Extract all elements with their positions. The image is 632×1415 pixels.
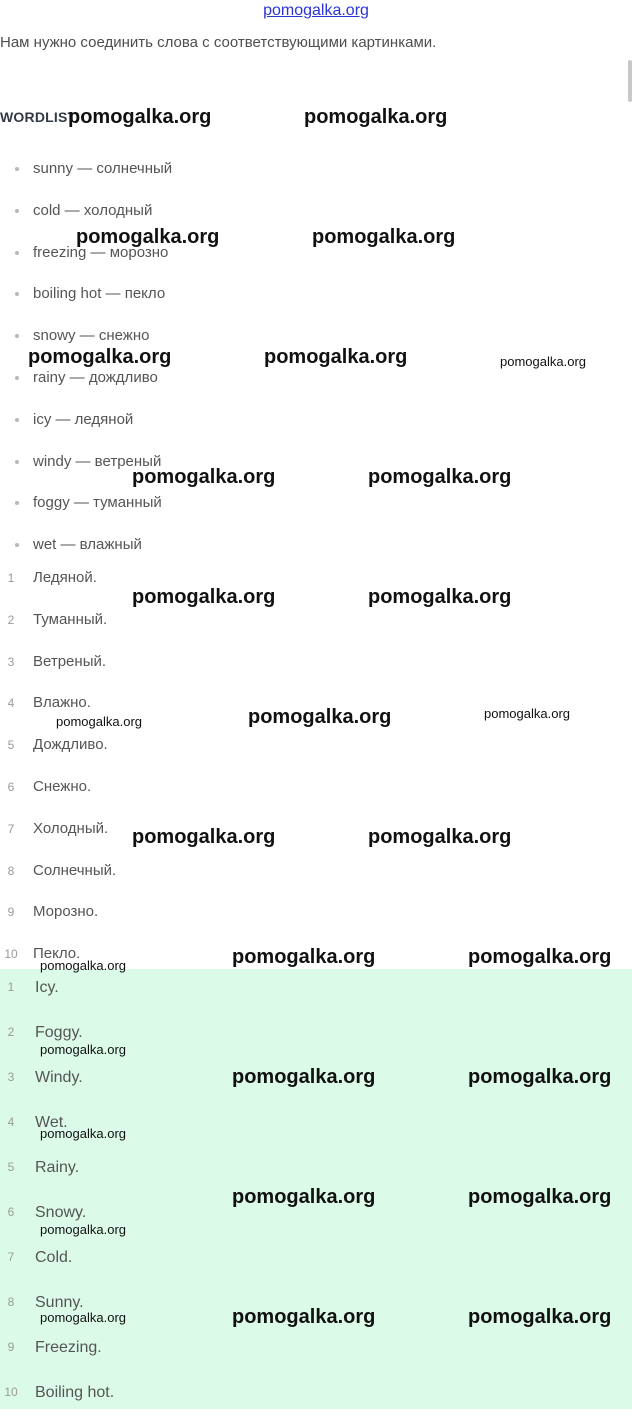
bullet-icon (15, 543, 19, 547)
answer-number: 7 (7, 1250, 15, 1264)
bullet-icon (15, 376, 19, 380)
scrollbar[interactable] (628, 60, 632, 102)
answer-text: Влажно. (33, 694, 91, 712)
answer-text: Boiling hot. (35, 1384, 115, 1401)
answer-text: Snowy. (35, 1204, 87, 1221)
watermark: pomogalka.org (468, 946, 612, 968)
watermark: pomogalka.org (76, 226, 220, 248)
answer-number: 1 (7, 571, 15, 585)
word-pair: wet — влажный (33, 536, 142, 554)
watermark: pomogalka.org (484, 706, 570, 721)
answer-number: 8 (7, 1295, 15, 1309)
answer-text: Sunny. (35, 1294, 84, 1311)
answer-text: Морозно. (33, 903, 99, 921)
list-item (0, 273, 172, 315)
watermark: pomogalka.org (132, 826, 276, 848)
watermark: pomogalka.org (368, 586, 512, 608)
bullet-icon (15, 334, 19, 338)
answer-text: Пекло. (33, 945, 81, 963)
word-pair: foggy — туманный (33, 494, 162, 512)
answer-number: 1 (7, 980, 15, 994)
answer-number: 6 (7, 1205, 15, 1219)
bullet-icon (15, 167, 19, 171)
watermark: pomogalka.org (40, 958, 126, 973)
word-pair: cold — холодный (33, 201, 153, 219)
answer-text: Дождливо. (33, 736, 108, 754)
watermark: pomogalka.org (264, 346, 408, 368)
watermark: pomogalka.org (312, 226, 456, 248)
answer-row (0, 891, 116, 933)
list-item (0, 399, 172, 441)
word-pair: snowy — снежно (33, 327, 150, 345)
answer-text: Солнечный. (33, 861, 117, 879)
answer-row (0, 766, 116, 808)
watermark: pomogalka.org (68, 106, 212, 128)
answer-number: 2 (7, 1025, 15, 1039)
answer-row (0, 1235, 114, 1280)
watermark: pomogalka.org (500, 354, 586, 369)
watermark: pomogalka.org (368, 826, 512, 848)
watermark: pomogalka.org (232, 1186, 376, 1208)
answer-number: 4 (7, 1115, 15, 1129)
watermark: pomogalka.org (368, 466, 512, 488)
watermark: pomogalka.org (40, 1126, 126, 1141)
answer-text: Freezing. (35, 1339, 102, 1356)
word-pair: windy — ветреный (33, 452, 162, 470)
word-pair: freezing — морозно (33, 243, 169, 261)
answer-row (0, 1370, 114, 1415)
list-item (0, 148, 172, 190)
watermark: pomogalka.org (28, 346, 172, 368)
answer-number: 4 (7, 696, 15, 711)
answer-number: 7 (7, 821, 15, 836)
answer-number: 10 (4, 1385, 18, 1399)
answer-text: Cold. (35, 1249, 73, 1266)
bullet-icon (15, 418, 19, 422)
answer-number: 3 (7, 654, 15, 669)
bullet-icon (15, 292, 19, 296)
answer-text: Холодный. (33, 819, 109, 837)
watermark: pomogalka.org (40, 1310, 126, 1325)
answer-text: Foggy. (35, 1024, 83, 1041)
watermark: pomogalka.org (40, 1222, 126, 1237)
intro-text: Нам нужно соединить слова с соответствующими картинками. (0, 34, 437, 51)
watermark: pomogalka.org (468, 1306, 612, 1328)
answer-number: 3 (7, 1070, 15, 1084)
watermark: pomogalka.org (304, 106, 448, 128)
answer-text: Ветреный. (33, 652, 107, 670)
answers-russian (0, 557, 116, 975)
answer-row (0, 1325, 114, 1370)
answer-text: Wet. (35, 1114, 68, 1131)
word-pair: rainy — дождливо (33, 368, 158, 386)
site-link[interactable]: pomogalka.org (263, 2, 369, 19)
bullet-icon (15, 460, 19, 464)
answer-row (0, 1145, 114, 1190)
answer-number: 2 (7, 612, 15, 627)
answer-number: 6 (7, 779, 15, 794)
answer-row (0, 599, 116, 641)
answer-text: Ледяной. (33, 569, 97, 586)
answer-number: 8 (7, 863, 15, 878)
bullet-icon (15, 501, 19, 505)
watermark: pomogalka.org (248, 706, 392, 728)
answer-number: 5 (7, 1160, 15, 1174)
answer-number: 9 (7, 1340, 15, 1354)
answer-row (0, 850, 116, 892)
answer-row (0, 557, 116, 599)
watermark: pomogalka.org (232, 1306, 376, 1328)
watermark: pomogalka.org (40, 1042, 126, 1057)
word-pair: sunny — солнечный (33, 160, 173, 177)
watermark: pomogalka.org (232, 1066, 376, 1088)
wordlist-heading: WORDLIST (0, 109, 77, 125)
watermark: pomogalka.org (132, 586, 276, 608)
answer-text: Windy. (35, 1069, 83, 1086)
word-pair: boiling hot — пекло (33, 285, 166, 303)
answer-text: Icy. (35, 979, 59, 996)
watermark: pomogalka.org (468, 1066, 612, 1088)
watermark: pomogalka.org (468, 1186, 612, 1208)
word-pair: icy — ледяной (33, 410, 134, 428)
answer-number: 10 (4, 947, 18, 962)
answers-english (0, 965, 114, 1415)
answer-row (0, 808, 116, 850)
watermark: pomogalka.org (232, 946, 376, 968)
answer-row (0, 724, 116, 766)
answer-number: 5 (7, 738, 15, 753)
watermark: pomogalka.org (132, 466, 276, 488)
answer-text: Снежно. (33, 777, 92, 795)
bullet-icon (15, 251, 19, 255)
answer-row (0, 1055, 114, 1100)
watermark: pomogalka.org (56, 714, 142, 729)
answer-text: Rainy. (35, 1159, 80, 1176)
bullet-icon (15, 209, 19, 213)
answer-row (0, 641, 116, 683)
answer-number: 9 (7, 905, 15, 920)
answer-text: Туманный. (33, 610, 108, 628)
